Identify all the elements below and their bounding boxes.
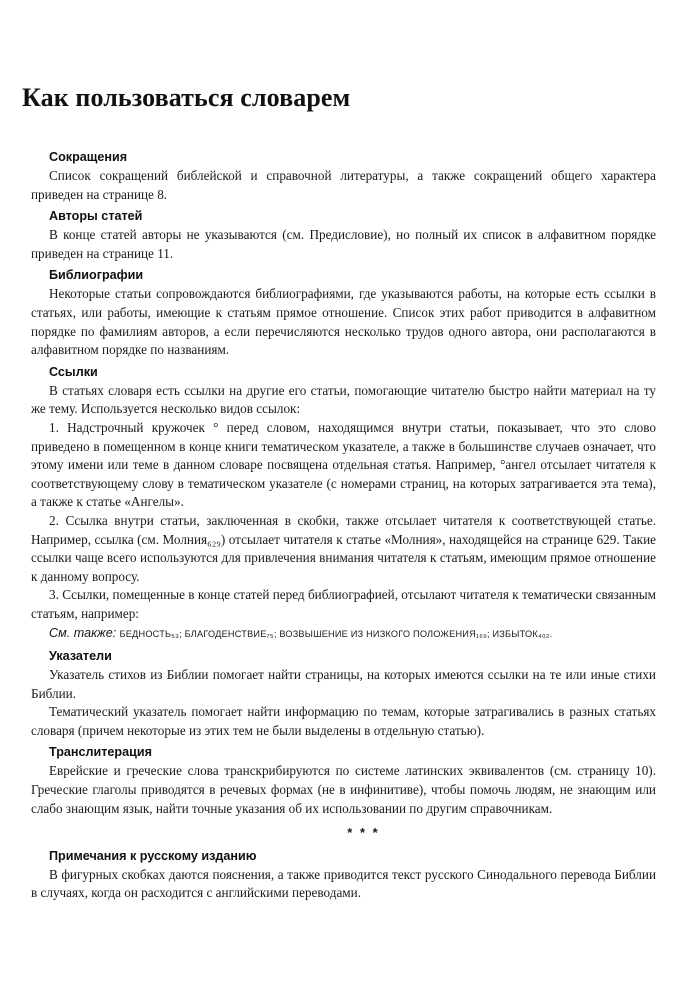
- see-also-lead: См. также:: [49, 626, 117, 641]
- section-heading-transliteration: Транслитерация: [49, 745, 152, 760]
- section-heading-links: Ссылки: [49, 364, 98, 379]
- page-title: Как пользоваться словарем: [22, 83, 351, 112]
- paragraph-bibliographies: Некоторые статьи сопровождаются библиографиями, где указываются работы, на которые есть ссылки в статьях, или работы, имеющие к статьям прямое отношение. Список этих работ приводится в алфавитном порядке по фамилиям авторов, а если перечисляются несколько трудов одного автора, они располагаются в алфавитном порядке по названиям.: [31, 286, 656, 358]
- document-body: [31, 148, 656, 903]
- paragraph-indexes-thematic: Тематический указатель помогает найти информацию по темам, которые затрагивались в разных статьях словаря (причем некоторые из этих тем не были выделены в отдельную статью).: [31, 704, 656, 738]
- section-heading-notes: Примечания к русскому изданию: [49, 848, 257, 863]
- see-also-line: [49, 624, 656, 644]
- see-also-refs: БЕДНОСТЬ₅₃; БЛАГОДЕНСТВИЕ₇₅; ВОЗВЫШЕНИЕ ИЗ НИЗКОГО ПОЛОЖЕНИЯ₁₆₉; ИЗБЫТОК₄₀₂.: [119, 629, 553, 640]
- paragraph-notes: В фигурных скобках даются пояснения, а также приводится текст русского Синодального перевода Библии в случаях, когда он расходится с английскими переводами.: [31, 866, 656, 901]
- section-heading-bibliographies: Библиографии: [49, 268, 144, 283]
- section-heading-authors: Авторы статей: [49, 209, 143, 224]
- paragraph-links-inline: 2. Ссылка внутри статьи, заключенная в скобки, также отсылает читателя к соответствующей статье. Например, ссылка (см. Молния₆₂₉) отсылает читателя к статье «Молния», находящейся на странице 629. Такие ссылки чаще всего используются для привлечения внимания читателя к статьям, имеющим прямое отношение к данному вопросу.: [31, 512, 656, 584]
- paragraph-links-end: 3. Ссылки, помещенные в конце статей перед библиографией, отсылают читателя к тематически связанным статьям, например:: [31, 587, 656, 621]
- paragraph-links-superscript: 1. Надстрочный кружочек ° перед словом, находящимся внутри статьи, показывает, что это слово приведено в помещенном в конце книги тематическом указателе, а также в большинстве случаев означает, что этому имени или теме в данном словаре посвящена отдельная статья. Например, °ангел отсылает читателя к соответствующему слову в тематическом указателе (с номерами страниц, на которых затрагивается эта тема), а также к статье «Ангелы».: [31, 419, 656, 510]
- paragraph-transliteration: Еврейские и греческие слова транскрибируются по системе латинских эквивалентов (см. страницу 10). Греческие глаголы приводятся в речевых формах (не в инфинитиве), чтобы помочь людям, не знающим или слабо знающим язык, найти точные указания об их использовании по другим справочникам.: [31, 763, 656, 816]
- paragraph-abbreviations: Список сокращений библейской и справочной литературы, а также сокращений общего характера приведен на странице 8.: [31, 168, 656, 202]
- section-separator: * * *: [347, 825, 380, 841]
- section-heading-abbreviations: Сокращения: [49, 150, 128, 164]
- paragraph-links-intro: В статьях словаря есть ссылки на другие его статьи, помогающие читателю быстро найти материал на ту же тему. Используется несколько видов ссылок:: [31, 382, 656, 417]
- section-heading-indexes: Указатели: [49, 649, 112, 664]
- paragraph-indexes-verses: Указатель стихов из Библии помогает найти страницы, на которых имеются ссылки на те или иные стихи Библии.: [31, 667, 656, 701]
- paragraph-authors: В конце статей авторы не указываются (см. Предисловие), но полный их список в алфавитном порядке приведен на странице 11.: [31, 227, 656, 261]
